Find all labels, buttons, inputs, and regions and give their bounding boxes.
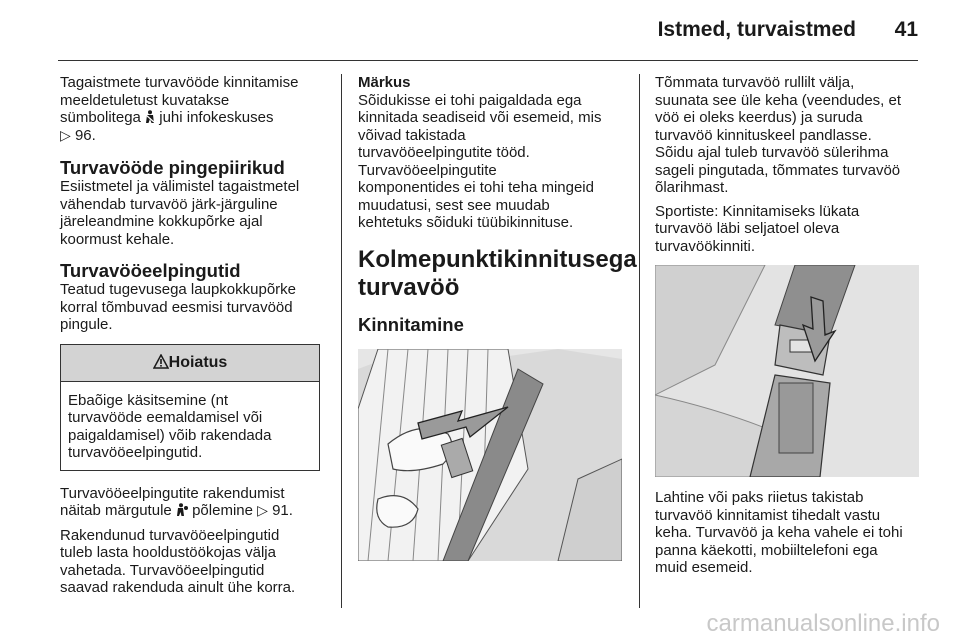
page-ref-arrow-icon: ▷ (60, 127, 71, 144)
paragraph-limiters: Esiistmetel ja välimistel tagaistmetel vähendab turvavöö järk-järguline järeleandmine kokkupõrke ajal koormust kehale. (60, 178, 300, 248)
heading-fastening: Kinnitamine (358, 313, 464, 335)
page-header (0, 0, 960, 60)
watermark: carmanualsonline.info (706, 610, 940, 637)
header-title: Istmed, turvaistmed (657, 18, 856, 41)
warning-title: Hoiatus (168, 353, 228, 371)
warning-text: Ebaõige käsitsemine (nt turvavööde eemaldamisel või paigaldamisel) võib rakendada turvavööeelpingutid. (68, 391, 272, 461)
page-ref-arrow-icon: ▷ (257, 503, 268, 519)
note-title: Märkus (358, 74, 411, 91)
header-rule (58, 60, 918, 61)
column-1 (60, 74, 330, 603)
column-divider-1 (341, 74, 342, 608)
airbag-warning-icon (176, 503, 188, 517)
heading-three-point-belt: Kolmepunktikinnitusega turvavöö (358, 245, 637, 301)
seatbelt-reminder-icon (145, 110, 155, 124)
page-number: 41 (894, 18, 918, 41)
paragraph-sport-seats: Sportiste: Kinnitamiseks lükata turvavöö läbi seljatoel oleva turvavöökinniti. (655, 202, 860, 255)
note-block: Märkus Sõidukisse ei tohi paigaldada ega kinnitada seadiseid või esemeid, mis võivad takistada turvavööeelpingutite tööd. Turvavööeelpingutite komponentides ei tohi teha mingeid muudatusi, sest see muudab kehtetuks sõiduki tüübikinnituse. (358, 74, 626, 232)
buckle-illustration (655, 265, 919, 477)
page-reference[interactable]: 96. (74, 126, 96, 144)
page-reference[interactable]: 91. (272, 502, 293, 519)
column-3 (655, 74, 923, 583)
column-2 (358, 74, 637, 561)
heading-pretensioners: Turvavööeelpingutid (60, 260, 241, 281)
intro-paragraph: Tagaistmete turvavööde kinnitamise meeldetuletust kuvatakse sümbolitega juhi infokeskuses ▷ 96. (60, 74, 299, 144)
column-divider-2 (639, 74, 640, 608)
paragraph-replace: Rakendunud turvavööeelpingutid tuleb lasta hooldustöökojas välja vahetada. Turvavööeelpingutid saavad rakenduda ainult ühe korra. (60, 526, 296, 596)
paragraph-fasten-instructions: Tõmmata turvavöö rullilt välja, suunata see üle keha (veendudes, et vöö ei oleks keerdus) ja suruda turvavöö kinnituskeel pandlasse. Sõidu ajal tuleb turvavöö sülerihma sageli pingutada, tõmmates turvavöö õlarihmast. (655, 74, 902, 196)
paragraph-indicator: Turvavööeelpingutite rakendumist näitab märgutule põlemine ▷ 91. (60, 484, 293, 519)
paragraph-clothing: Lahtine või paks riietus takistab turvavöö kinnitamist tihedalt vastu keha. Turvavöö ja keha vahele ei tohi panna käekotti, mobiiltelefoni ega muid esemeid. (655, 489, 903, 576)
heading-pretensioners-limiters: Turvavööde pingepiirikud (60, 157, 285, 178)
paragraph-pretensioners: Teatud tugevusega laupkokkupõrke korral tõmbuvad eesmisi turvavööd pingule. (60, 281, 297, 333)
fastening-illustration (358, 349, 622, 561)
warning-header (61, 345, 319, 382)
warning-triangle-icon (153, 347, 169, 383)
warning-box (60, 344, 320, 471)
